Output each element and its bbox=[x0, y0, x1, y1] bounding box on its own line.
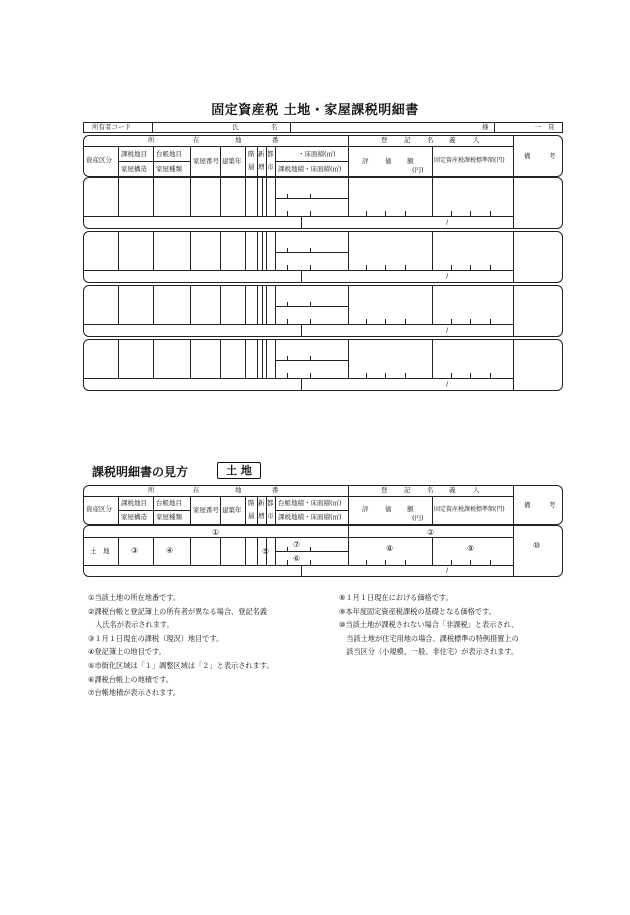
g-hdr-house-kind: 家屋種類 bbox=[156, 513, 182, 521]
note-item: ④登記簿上の地目です。 bbox=[88, 647, 166, 657]
marker-1: ① bbox=[212, 528, 220, 537]
hdr-house-kind: 家屋種類 bbox=[156, 165, 182, 173]
note-item: 該当区分（小規模、一般、非住宅）が表示されます。 bbox=[339, 647, 519, 657]
hdr-tax-area: 課税地積・床面積(㎡) bbox=[278, 165, 342, 173]
hdr-loc-3: 地 bbox=[235, 136, 242, 144]
hdr-valuation-a: 評 bbox=[362, 157, 369, 165]
land-label-box: 土 地 bbox=[217, 462, 261, 479]
g-hdr-ledger-landtype: 台帳地目 bbox=[156, 499, 182, 507]
marker-9: ⑨ bbox=[467, 544, 475, 553]
slash-mark: / bbox=[446, 380, 449, 388]
g-hdr-house-struct: 家屋構造 bbox=[121, 513, 147, 521]
g-hdr-remarks-b: 考 bbox=[549, 501, 556, 509]
slash-mark: / bbox=[446, 326, 449, 334]
g-hdr-floors-b: 層 bbox=[248, 512, 255, 520]
marker-7: ⑦ bbox=[293, 540, 301, 549]
g-hdr-new-b: 増 bbox=[258, 512, 265, 520]
note-item: ⑧１月１日現在における価格です。 bbox=[339, 593, 453, 602]
hdr-valuation-c: 額 bbox=[407, 157, 414, 165]
hdr-loc-1: 所 bbox=[148, 136, 155, 144]
note-item: ⑥課税台帳上の地積です。 bbox=[88, 674, 173, 684]
g-hdr-tax-landtype: 課税地目 bbox=[121, 499, 147, 507]
g-hdr-valuation-unit: (円) bbox=[412, 514, 424, 522]
slash-mark: / bbox=[446, 566, 449, 574]
hdr-ledger-landtype: 台帳地目 bbox=[156, 150, 182, 158]
page-label: 一 頁 bbox=[535, 123, 555, 131]
note-item: 当該土地が住宅用地の場合、課税標準の特例措置上の bbox=[339, 633, 519, 643]
g-hdr-build-year: 建築年 bbox=[222, 506, 242, 514]
hdr-reg-5: 人 bbox=[473, 136, 480, 144]
note-item: ②課税台帳と登記簿上の所有者が異なる場合、登記名義 bbox=[88, 606, 267, 616]
note-item: ⑦台帳地積が表示されます。 bbox=[88, 688, 181, 698]
g-hdr-reg-1: 登 bbox=[381, 486, 388, 494]
g-hdr-reg-4: 義 bbox=[449, 486, 456, 494]
sama-label: 様 bbox=[482, 123, 489, 131]
hdr-asset-class: 資産区分 bbox=[86, 156, 112, 164]
g-hdr-loc-2: 在 bbox=[193, 486, 200, 494]
hdr-new-b: 増 bbox=[258, 163, 265, 171]
hdr-floors-a: 階 bbox=[248, 150, 255, 158]
name-label-a: 氏 bbox=[232, 123, 239, 131]
hdr-remarks-b: 考 bbox=[549, 152, 556, 160]
g-hdr-remarks-a: 備 bbox=[524, 501, 531, 509]
owner-code-label: 所有者コード bbox=[92, 123, 131, 131]
marker-10: ⑩ bbox=[533, 541, 541, 550]
note-item: 人氏名が表示されます。 bbox=[88, 620, 174, 630]
hdr-standard: 固定資産税課税標準額(円) bbox=[434, 157, 505, 164]
slash-mark: / bbox=[446, 218, 449, 226]
note-item: ⑩当該土地が課税されない場合「非課税」と表示され、 bbox=[339, 620, 519, 630]
g-hdr-standard: 固定資産税課税標準額(円) bbox=[434, 506, 505, 513]
g-hdr-city-b: 市 bbox=[267, 512, 274, 520]
note-item: ③１月１日現在の課税（現況）地目です。 bbox=[88, 633, 224, 643]
hdr-new-a: 新 bbox=[258, 150, 265, 158]
hdr-valuation-b: 価 bbox=[385, 157, 392, 165]
slash-mark: / bbox=[446, 272, 449, 280]
g-hdr-loc-1: 所 bbox=[148, 486, 155, 494]
hdr-tax-landtype: 課税地目 bbox=[121, 150, 147, 158]
hdr-valuation-unit: (円) bbox=[412, 166, 424, 174]
g-hdr-tax-area: 課税地積・床面積(㎡) bbox=[278, 513, 342, 521]
hdr-reg-4: 義 bbox=[449, 136, 456, 144]
g-hdr-asset-class: 資産区分 bbox=[86, 505, 112, 513]
guide-heading: 課税明細書の見方 bbox=[92, 465, 189, 479]
marker-4: ④ bbox=[166, 546, 174, 555]
g-hdr-new-a: 新 bbox=[258, 499, 265, 507]
hdr-reg-3: 名 bbox=[427, 136, 434, 144]
note-item: ⑤市街化区域は「１」調整区域は「２」と表示されます。 bbox=[88, 660, 274, 670]
marker-8: ⑧ bbox=[386, 544, 394, 553]
g-hdr-ledger-area: 台帳地積・床面積(㎡) bbox=[278, 499, 342, 507]
name-label-b: 名 bbox=[271, 123, 278, 131]
marker-2: ② bbox=[427, 528, 435, 537]
g-hdr-reg-5: 人 bbox=[473, 486, 480, 494]
notes-left bbox=[88, 591, 274, 700]
note-item: ①当該土地の所在地番です。 bbox=[88, 593, 181, 602]
hdr-floors-b: 層 bbox=[248, 163, 255, 171]
g-hdr-reg-2: 記 bbox=[404, 486, 411, 494]
g-hdr-valuation-b: 価 bbox=[385, 505, 392, 513]
marker-5: ⑤ bbox=[262, 547, 270, 556]
hdr-house-no: 家屋番号 bbox=[193, 157, 219, 165]
hdr-reg-1: 登 bbox=[381, 136, 388, 144]
g-hdr-floors-a: 階 bbox=[248, 499, 255, 507]
hdr-loc-4: 番 bbox=[272, 136, 279, 144]
hdr-ledger-area: ・床面積(㎡) bbox=[298, 150, 336, 158]
notes-right bbox=[339, 591, 519, 659]
row-label-land: 土 地 bbox=[90, 547, 110, 555]
g-hdr-valuation-a: 評 bbox=[362, 505, 369, 513]
g-hdr-reg-3: 名 bbox=[427, 486, 434, 494]
hdr-reg-2: 記 bbox=[404, 136, 411, 144]
g-hdr-city-a: 都 bbox=[267, 499, 274, 507]
hdr-city-a: 都 bbox=[267, 150, 274, 158]
hdr-city-b: 市 bbox=[267, 163, 274, 171]
hdr-house-struct: 家屋構造 bbox=[121, 165, 147, 173]
page-title: 固定資産税 土地・家屋課税明細書 bbox=[211, 103, 419, 118]
g-hdr-house-no: 家屋番号 bbox=[193, 506, 219, 514]
g-hdr-loc-4: 番 bbox=[272, 486, 279, 494]
marker-6: ⑥ bbox=[293, 554, 301, 563]
g-hdr-valuation-c: 額 bbox=[407, 505, 414, 513]
hdr-loc-2: 在 bbox=[193, 136, 200, 144]
hdr-remarks-a: 備 bbox=[524, 152, 531, 160]
g-hdr-loc-3: 地 bbox=[235, 486, 242, 494]
hdr-build-year: 建築年 bbox=[222, 157, 242, 165]
note-item: ⑨本年度固定資産税課税の基礎となる価格です。 bbox=[339, 606, 496, 616]
marker-3: ③ bbox=[131, 546, 139, 555]
